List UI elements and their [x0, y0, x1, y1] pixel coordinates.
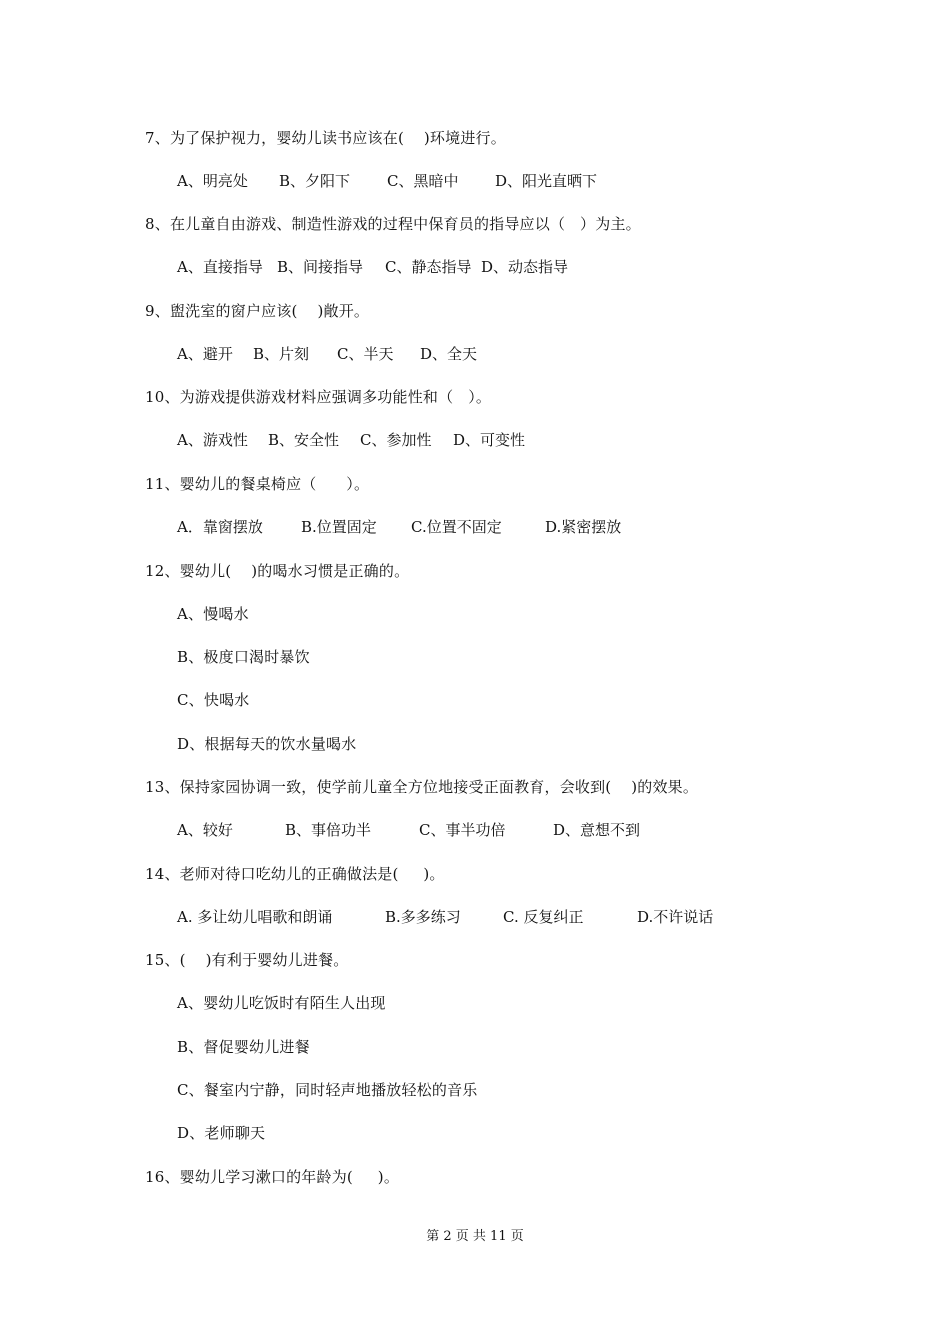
question-14: 14、老师对待口吃幼儿的正确做法是( )。: [145, 865, 445, 883]
option-a: A、游戏性: [177, 431, 248, 449]
option-b: B、安全性: [268, 431, 340, 449]
option-c: C. 反复纠正: [503, 908, 584, 926]
option-b: B、夕阳下: [279, 172, 351, 190]
option-a: A、婴幼儿吃饭时有陌生人出现: [177, 994, 386, 1012]
question-12: 12、婴幼儿( )的喝水习惯是正确的。: [145, 562, 410, 580]
option-a: A．靠窗摆放: [177, 518, 263, 536]
option-a: A、较好: [177, 821, 233, 839]
option-d: D、全天: [420, 345, 478, 363]
option-d: D.不许说话: [637, 908, 714, 926]
option-b: B、极度口渴时暴饮: [177, 648, 310, 666]
option-d: D、意想不到: [553, 821, 641, 839]
option-c: C、事半功倍: [419, 821, 506, 839]
option-b: B、片刻: [253, 345, 310, 363]
question-15: 15、( )有利于婴幼儿进餐。: [145, 951, 349, 969]
option-d: D、可变性: [453, 431, 526, 449]
option-d: D、动态指导: [481, 258, 569, 276]
question-8: 8、在儿童自由游戏、制造性游戏的过程中保育员的指导应以（ ）为主。: [145, 215, 641, 233]
question-7: 7、为了保护视力，婴幼儿读书应该在( )环境进行。: [145, 129, 506, 147]
option-b: B、督促婴幼儿进餐: [177, 1038, 310, 1056]
option-c: C、餐室内宁静，同时轻声地播放轻松的音乐: [177, 1081, 478, 1099]
question-16: 16、婴幼儿学习漱口的年龄为( )。: [145, 1168, 400, 1186]
option-b: B.多多练习: [385, 908, 461, 926]
option-d: D、根据每天的饮水量喝水: [177, 735, 357, 753]
option-d: D、老师聊天: [177, 1124, 266, 1142]
option-c: C、参加性: [360, 431, 432, 449]
option-c: C、静态指导: [385, 258, 472, 276]
option-c: C、快喝水: [177, 691, 250, 709]
option-d: D.紧密摆放: [545, 518, 622, 536]
page-number: 第 2 页 共 11 页: [426, 1229, 524, 1244]
option-d: D、阳光直晒下: [495, 172, 598, 190]
option-c: C、黑暗中: [387, 172, 459, 190]
option-b: B、间接指导: [277, 258, 364, 276]
option-a: A、直接指导: [177, 258, 263, 276]
option-c: C.位置不固定: [411, 518, 502, 536]
question-13: 13、保持家园协调一致，使学前儿童全方位地接受正面教育，会收到( )的效果。: [145, 778, 699, 796]
option-b: B.位置固定: [301, 518, 377, 536]
option-c: C、半天: [337, 345, 394, 363]
option-a: A、避开: [177, 345, 233, 363]
question-10: 10、为游戏提供游戏材料应强调多功能性和（ ）。: [145, 388, 492, 406]
option-a: A、慢喝水: [177, 605, 249, 623]
option-a: A. 多让幼儿唱歌和朗诵: [177, 908, 333, 926]
option-b: B、事倍功半: [285, 821, 372, 839]
option-a: A、明亮处: [177, 172, 248, 190]
question-9: 9、盥洗室的窗户应该( )敞开。: [145, 302, 370, 320]
question-11: 11、婴幼儿的餐桌椅应（ ）。: [145, 475, 370, 493]
